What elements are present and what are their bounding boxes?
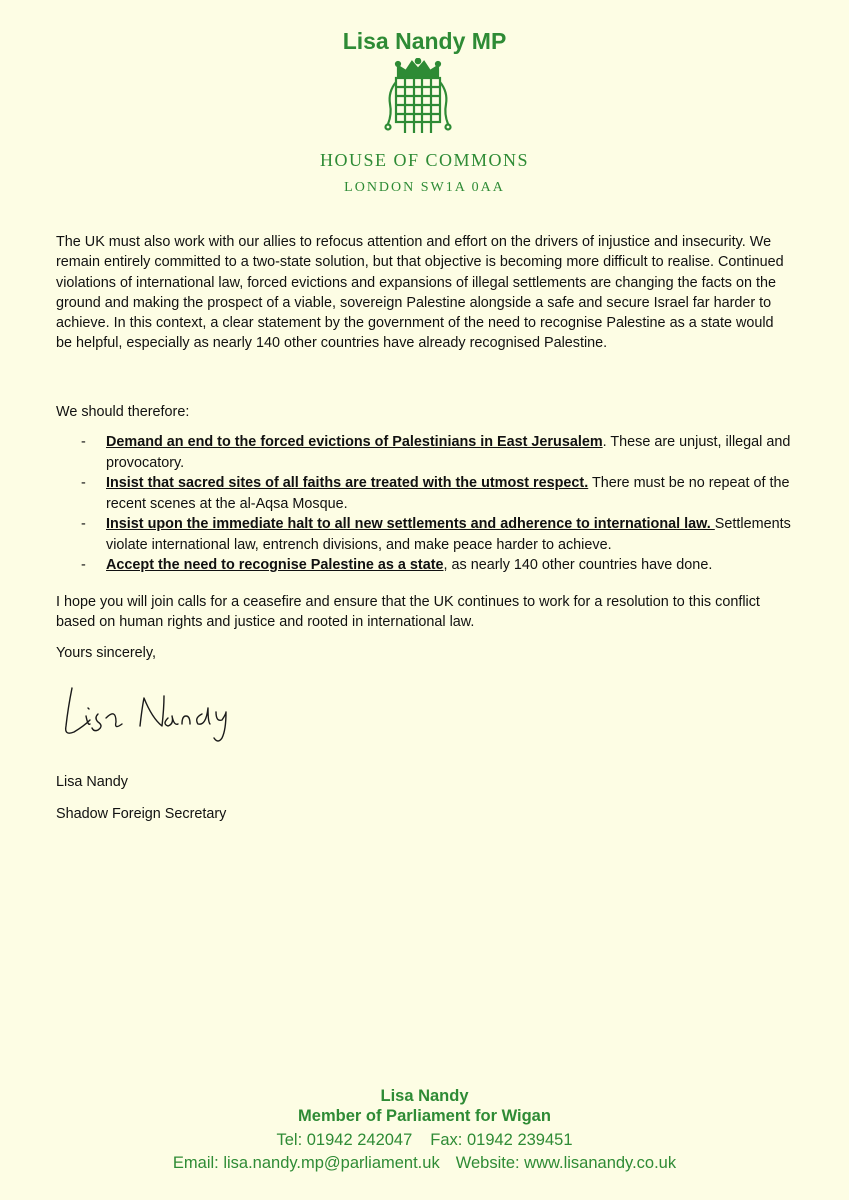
list-dash: - <box>81 516 86 532</box>
signatory-name: Lisa Nandy <box>56 774 128 790</box>
asks-list <box>56 432 791 576</box>
house-of-commons-address: LONDON SW1A 0AA <box>344 180 505 195</box>
list-dash: - <box>81 434 86 450</box>
ask-heading: Insist upon the immediate halt to all new settlements and adherence to international law. <box>106 516 715 532</box>
signatory-title: Shadow Foreign Secretary <box>56 806 227 822</box>
list-item <box>56 473 791 514</box>
ask-heading: Accept the need to recognise Palestine as a state <box>106 557 444 573</box>
valediction: Yours sincerely, <box>56 645 156 661</box>
ask-heading: Insist that sacred sites of all faiths are treated with the utmost respect. <box>106 475 589 491</box>
footer-website: Website: www.lisanandy.co.uk <box>455 1154 677 1172</box>
footer-contact-line <box>0 1154 849 1173</box>
footer-name: Lisa Nandy <box>380 1087 469 1105</box>
footer-phone-line <box>0 1131 849 1150</box>
ask-detail: , as nearly 140 other countries have done. <box>443 557 713 573</box>
paragraph-intro: We should therefore: <box>56 404 190 420</box>
ask-detail: . These are unjust, illegal and provocatory. <box>106 434 791 471</box>
footer-fax: Fax: 01942 239451 <box>430 1131 573 1149</box>
handwritten-signature-icon <box>58 678 238 748</box>
ask-detail: Settlements violate international law, entrench divisions, and make peace harder to achieve. <box>106 516 791 553</box>
portcullis-crest-icon <box>384 58 452 136</box>
paragraph-two-state: The UK must also work with our allies to refocus attention and effort on the drivers of injustice and insecurity. We remain entirely committed to a two-state solution, but that objective is becoming more difficult to realise. Continued violations of international law, forced evictions and expansions of illegal settlements are changing the facts on the ground and making the prospect of a viable, sovereign Palestine alongside a safe and secure Israel far harder to achieve. In this context, a clear statement by the government of the need to recognise Palestine as a state would be helpful, especially as nearly 140 other countries have already recognised Palestine. <box>56 234 784 352</box>
house-of-commons-title: HOUSE OF COMMONS <box>319 150 530 170</box>
letterhead-name: Lisa Nandy MP <box>342 28 507 54</box>
footer-email: Email: lisa.nandy.mp@parliament.uk <box>172 1154 440 1172</box>
list-item <box>56 432 791 473</box>
list-item <box>56 514 791 555</box>
list-item <box>56 555 791 576</box>
footer-tel: Tel: 01942 242047 <box>276 1131 413 1149</box>
list-dash: - <box>81 557 86 573</box>
list-dash: - <box>81 475 86 491</box>
paragraph-closing: I hope you will join calls for a ceasefire and ensure that the UK continues to work for a resolution to this conflict based on human rights and justice and rooted in international law. <box>56 594 760 631</box>
footer-role: Member of Parliament for Wigan <box>298 1107 551 1125</box>
ask-heading: Demand an end to the forced evictions of Palestinians in East Jerusalem <box>106 434 603 450</box>
ask-detail: There must be no repeat of the recent scenes at the al-Aqsa Mosque. <box>106 475 790 512</box>
